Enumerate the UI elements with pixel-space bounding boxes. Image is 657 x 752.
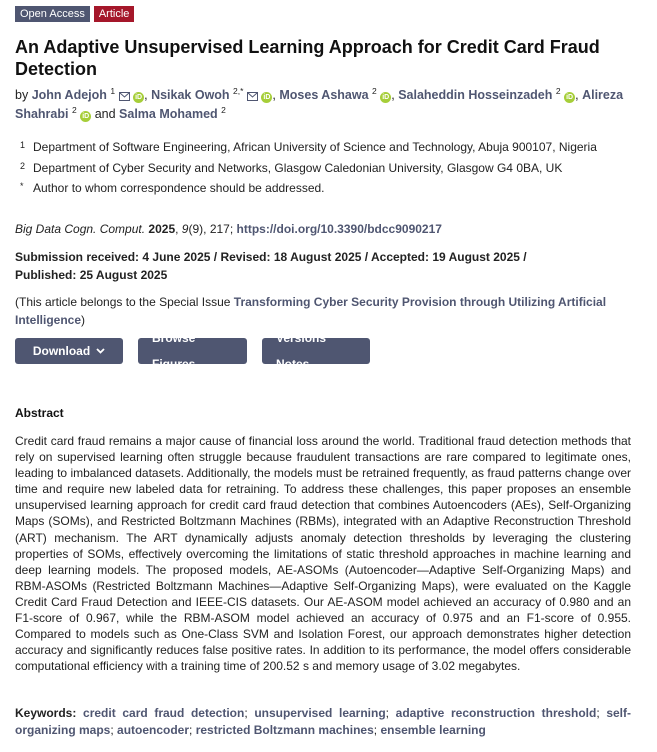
article-type-badge: Article	[94, 6, 135, 22]
received-date: 4 June 2025	[142, 250, 211, 264]
special-issue-link[interactable]: Transforming Cyber Security Provision through Utilizing Artificial Intelligence	[15, 295, 607, 327]
orcid-icon[interactable]: iD	[566, 94, 574, 101]
author-link-hosseinzadeh[interactable]: Salaheddin Hosseinzadeh	[398, 88, 553, 102]
affiliation-sup: 2	[221, 105, 226, 115]
author-link-owoh[interactable]: Nsikak Owoh	[151, 88, 230, 102]
keyword-link[interactable]: credit card fraud detection	[83, 706, 245, 720]
author-link-shahrabi[interactable]: Alireza Shahrabi	[15, 88, 624, 121]
and-label: and	[94, 107, 116, 121]
badge-row	[15, 6, 134, 22]
email-icon[interactable]	[119, 92, 130, 101]
affiliation-text: Department of Software Engineering, African University of Science and Technology, Abuja 900107, Nigeria	[33, 140, 597, 154]
affiliation-sup: 2	[71, 105, 77, 115]
keyword-link[interactable]: autoencoder	[117, 723, 190, 737]
abstract-text: Credit card fraud remains a major cause of financial loss around the world. Traditional fraud detection methods that rely on supervised learning often struggle because fraudulent transactions are rare compared to legitimate ones, leading to imbalanced datasets. Additionally, the models must be retrained frequently, as fraud patterns change over time and require new labeled data for retraining. To address these challenges, this paper proposes an ensemble unsupervised learning approach for credit card fraud detection that combines Autoencoders (AEs), Self-Organizing Maps (SOMs), and Restricted Boltzmann Machines (RBMs), integrated with an Adaptive Reconstruction Threshold (ART) mechanism. The ART dynamically adjusts anomaly detection thresholds by leveraging the clustering properties of SOMs, effectively overcoming the limitations of static threshold approaches in machine learning and deep learning models. The proposed models, AE-ASOMs (Autoencoder—Adaptive Self-Organizing Maps) and RBM-ASOMs (Restricted Boltzmann Machines—Adaptive Self-Organizing Maps), were evaluated on the Kaggle Credit Card Fraud Detection and IEEE-CIS datasets. Our AE-ASOM model achieved an accuracy of 0.980 and an F1-score of 0.967, while the RBM-ASOM model achieved an accuracy of 0.975 and an F1-score of 0.955. Compared to models such as One-Class SVM and Isolation Forest, our approach demonstrates higher detection accuracy and significantly reduces false positive rates. In addition to its performance, the model offers considerable computational efficiency with a training time of 200.52 s and memory usage of 3.02 megabytes.	[15, 434, 631, 674]
affiliation-text: Author to whom correspondence should be addressed.	[33, 181, 325, 195]
published-label: Published:	[15, 268, 77, 282]
keyword-link[interactable]: unsupervised learning	[254, 706, 386, 720]
abstract-heading: Abstract	[15, 406, 64, 420]
affiliation-mark: 1	[20, 140, 26, 150]
orcid-icon[interactable]: iD	[382, 94, 390, 101]
orcid-icon[interactable]: iD	[135, 94, 143, 101]
publication-dates: Submission received: 4 June 2025 / Revised: 18 August 2025 / Accepted: 19 August 2025 / Published: 25 August 2025	[15, 250, 527, 282]
affiliation-sup: 2,*	[233, 86, 244, 96]
browse-figures-button[interactable]	[138, 331, 247, 371]
accepted-date: 19 August 2025	[432, 250, 520, 264]
versions-notes-label: Versions Notes	[276, 331, 327, 371]
affiliation-text: Department of Cyber Security and Networks, Glasgow Caledonian University, Glasgow G4 0BA, UK	[33, 160, 563, 175]
keyword-link[interactable]: adaptive reconstruction threshold	[395, 706, 597, 720]
citation-volume: 9	[181, 222, 189, 236]
affiliation-sup: 2	[372, 86, 377, 96]
open-access-badge: Open Access	[15, 6, 90, 22]
affiliation-item	[15, 160, 631, 181]
citation-issue: (9)	[188, 222, 204, 236]
affiliation-sup: 1	[110, 86, 116, 96]
keyword-link[interactable]: ensemble learning	[380, 723, 486, 737]
download-label: Download	[32, 344, 91, 358]
email-icon[interactable]	[247, 92, 258, 101]
affiliation-item	[15, 180, 631, 201]
versions-notes-button[interactable]	[262, 331, 370, 371]
keyword-link[interactable]: restricted Boltzmann machines	[195, 723, 374, 737]
keywords-label: Keywords:	[15, 706, 77, 720]
orcid-icon[interactable]: iD	[82, 113, 90, 120]
special-issue-suffix: )	[81, 313, 86, 327]
special-issue-note	[15, 293, 635, 329]
revised-date: 18 August 2025	[273, 250, 362, 264]
author-link-ashawa[interactable]: Moses Ashawa	[279, 88, 369, 102]
affiliation-item	[15, 139, 631, 160]
received-label: Submission received:	[15, 250, 140, 264]
by-label: by	[15, 88, 29, 102]
chevron-down-icon	[96, 348, 105, 354]
affiliation-mark: 2	[20, 160, 26, 171]
special-issue-prefix: (This article belongs to the Special Issue	[15, 295, 234, 309]
published-date: 25 August 2025	[79, 268, 168, 282]
action-buttons	[15, 331, 370, 371]
journal-name: Big Data Cogn. Comput.	[15, 222, 146, 236]
citation-article: , 217;	[203, 222, 237, 236]
affiliation-mark: *	[20, 181, 24, 191]
orcid-icon[interactable]: iD	[263, 94, 271, 101]
keywords: Keywords: credit card fraud detection; unsupervised learning; adaptive reconstruction threshold; self-organizing maps; autoencoder; restricted Boltzmann machines; ensemble learning	[15, 706, 631, 737]
citation-line: Big Data Cogn. Comput. 2025, 9(9), 217; https://doi.org/10.3390/bdcc9090217	[15, 222, 442, 236]
affiliation-list	[15, 139, 631, 201]
article-title: An Adaptive Unsupervised Learning Approach for Credit Card Fraud Detection	[15, 37, 600, 79]
accepted-label: Accepted:	[370, 250, 429, 264]
author-list: by John Adejoh $^1$ iD , Nsikak Owoh $^{2,*}$ iD , Moses Ashawa $^2$ iD , Salaheddin Hosseinzadeh $^2$ iD , Alireza Shahrabi $^2$ iD and Salma Mohamed $^2$	[15, 86, 624, 121]
doi-link[interactable]: https://doi.org/10.3390/bdcc9090217	[236, 222, 442, 236]
author-link-mohamed[interactable]: Salma Mohamed	[119, 107, 218, 121]
citation-year: 2025	[148, 222, 176, 236]
revised-label: Revised:	[220, 250, 271, 264]
keyword-link[interactable]: self-organizing maps	[15, 706, 631, 737]
author-link-adejoh[interactable]: John Adejoh	[31, 88, 107, 102]
download-button[interactable]	[15, 338, 123, 364]
affiliation-sup: 2	[555, 86, 561, 96]
browse-figures-label: Browse Figures	[152, 331, 196, 371]
